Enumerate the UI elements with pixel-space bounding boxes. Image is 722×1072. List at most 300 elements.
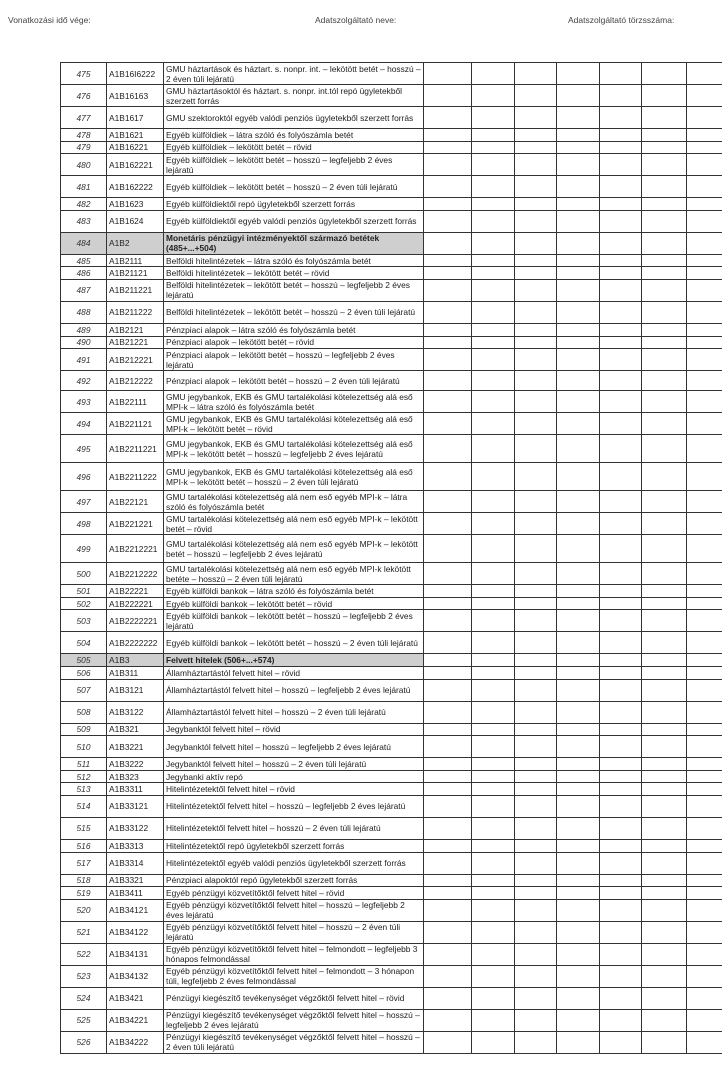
value-cell[interactable] [424,232,472,254]
value-cell[interactable] [424,817,472,839]
value-cell[interactable] [557,210,600,232]
value-cell[interactable] [600,349,642,371]
value-cell[interactable] [642,563,687,585]
value-cell[interactable] [515,654,557,667]
value-cell[interactable] [600,632,642,654]
value-cell[interactable] [600,413,642,435]
value-cell[interactable] [642,899,687,921]
value-cell[interactable] [515,817,557,839]
value-cell[interactable] [687,679,722,701]
value-cell[interactable] [515,63,557,85]
value-cell[interactable] [557,129,600,142]
value-cell[interactable] [557,783,600,796]
value-cell[interactable] [472,141,515,154]
value-cell[interactable] [472,679,515,701]
value-cell[interactable] [515,839,557,852]
value-cell[interactable] [642,107,687,129]
value-cell[interactable] [600,1009,642,1031]
value-cell[interactable] [515,85,557,107]
value-cell[interactable] [600,63,642,85]
value-cell[interactable] [557,198,600,211]
value-cell[interactable] [687,535,722,563]
value-cell[interactable] [642,463,687,491]
value-cell[interactable] [557,887,600,900]
value-cell[interactable] [515,795,557,817]
value-cell[interactable] [642,585,687,598]
value-cell[interactable] [424,632,472,654]
value-cell[interactable] [557,232,600,254]
value-cell[interactable] [515,371,557,391]
value-cell[interactable] [557,323,600,336]
value-cell[interactable] [600,279,642,301]
value-cell[interactable] [642,921,687,943]
value-cell[interactable] [687,301,722,323]
value-cell[interactable] [642,1031,687,1053]
value-cell[interactable] [557,391,600,413]
value-cell[interactable] [472,758,515,771]
value-cell[interactable] [472,85,515,107]
value-cell[interactable] [472,943,515,965]
value-cell[interactable] [642,852,687,874]
value-cell[interactable] [687,176,722,198]
value-cell[interactable] [687,435,722,463]
value-cell[interactable] [515,435,557,463]
value-cell[interactable] [515,921,557,943]
value-cell[interactable] [472,585,515,598]
value-cell[interactable] [687,129,722,142]
value-cell[interactable] [557,336,600,349]
value-cell[interactable] [600,921,642,943]
value-cell[interactable] [642,491,687,513]
value-cell[interactable] [472,899,515,921]
value-cell[interactable] [472,535,515,563]
value-cell[interactable] [687,852,722,874]
value-cell[interactable] [515,701,557,723]
value-cell[interactable] [687,795,722,817]
value-cell[interactable] [472,817,515,839]
value-cell[interactable] [515,349,557,371]
value-cell[interactable] [642,391,687,413]
value-cell[interactable] [687,817,722,839]
value-cell[interactable] [472,632,515,654]
value-cell[interactable] [515,887,557,900]
value-cell[interactable] [642,770,687,783]
value-cell[interactable] [642,254,687,267]
value-cell[interactable] [557,463,600,491]
value-cell[interactable] [642,279,687,301]
value-cell[interactable] [515,1031,557,1053]
value-cell[interactable] [600,371,642,391]
value-cell[interactable] [515,154,557,176]
value-cell[interactable] [472,323,515,336]
value-cell[interactable] [515,987,557,1009]
value-cell[interactable] [642,783,687,796]
value-cell[interactable] [600,535,642,563]
value-cell[interactable] [642,666,687,679]
value-cell[interactable] [515,336,557,349]
value-cell[interactable] [424,210,472,232]
value-cell[interactable] [642,701,687,723]
value-cell[interactable] [557,610,600,632]
value-cell[interactable] [642,435,687,463]
value-cell[interactable] [642,654,687,667]
value-cell[interactable] [557,679,600,701]
value-cell[interactable] [424,63,472,85]
value-cell[interactable] [515,254,557,267]
value-cell[interactable] [472,654,515,667]
value-cell[interactable] [472,279,515,301]
value-cell[interactable] [472,391,515,413]
value-cell[interactable] [642,129,687,142]
value-cell[interactable] [600,783,642,796]
value-cell[interactable] [472,107,515,129]
value-cell[interactable] [424,129,472,142]
value-cell[interactable] [424,85,472,107]
value-cell[interactable] [424,610,472,632]
value-cell[interactable] [557,176,600,198]
value-cell[interactable] [424,1009,472,1031]
value-cell[interactable] [687,198,722,211]
value-cell[interactable] [642,176,687,198]
value-cell[interactable] [472,349,515,371]
value-cell[interactable] [557,585,600,598]
value-cell[interactable] [472,513,515,535]
value-cell[interactable] [557,795,600,817]
value-cell[interactable] [424,107,472,129]
value-cell[interactable] [557,921,600,943]
value-cell[interactable] [472,723,515,736]
value-cell[interactable] [687,943,722,965]
value-cell[interactable] [557,965,600,987]
value-cell[interactable] [600,210,642,232]
value-cell[interactable] [557,839,600,852]
value-cell[interactable] [557,943,600,965]
value-cell[interactable] [424,770,472,783]
value-cell[interactable] [642,210,687,232]
value-cell[interactable] [687,839,722,852]
value-cell[interactable] [642,413,687,435]
value-cell[interactable] [424,1031,472,1053]
value-cell[interactable] [472,435,515,463]
value-cell[interactable] [557,371,600,391]
value-cell[interactable] [515,463,557,491]
value-cell[interactable] [600,154,642,176]
value-cell[interactable] [424,654,472,667]
value-cell[interactable] [600,817,642,839]
value-cell[interactable] [642,513,687,535]
value-cell[interactable] [687,723,722,736]
value-cell[interactable] [687,597,722,610]
value-cell[interactable] [687,349,722,371]
value-cell[interactable] [687,391,722,413]
value-cell[interactable] [557,654,600,667]
value-cell[interactable] [600,795,642,817]
value-cell[interactable] [515,513,557,535]
value-cell[interactable] [472,254,515,267]
value-cell[interactable] [472,987,515,1009]
value-cell[interactable] [600,758,642,771]
value-cell[interactable] [642,141,687,154]
value-cell[interactable] [424,736,472,758]
value-cell[interactable] [642,723,687,736]
value-cell[interactable] [687,141,722,154]
value-cell[interactable] [557,987,600,1009]
value-cell[interactable] [642,323,687,336]
value-cell[interactable] [515,279,557,301]
value-cell[interactable] [472,887,515,900]
value-cell[interactable] [515,563,557,585]
value-cell[interactable] [687,965,722,987]
value-cell[interactable] [687,701,722,723]
value-cell[interactable] [515,301,557,323]
value-cell[interactable] [557,349,600,371]
value-cell[interactable] [642,795,687,817]
value-cell[interactable] [515,232,557,254]
value-cell[interactable] [557,632,600,654]
value-cell[interactable] [424,323,472,336]
value-cell[interactable] [515,491,557,513]
value-cell[interactable] [472,921,515,943]
value-cell[interactable] [600,563,642,585]
value-cell[interactable] [687,1031,722,1053]
value-cell[interactable] [424,795,472,817]
value-cell[interactable] [557,535,600,563]
value-cell[interactable] [642,874,687,887]
value-cell[interactable] [687,210,722,232]
value-cell[interactable] [557,435,600,463]
value-cell[interactable] [424,301,472,323]
value-cell[interactable] [557,899,600,921]
value-cell[interactable] [687,921,722,943]
value-cell[interactable] [515,1009,557,1031]
value-cell[interactable] [600,610,642,632]
value-cell[interactable] [687,63,722,85]
value-cell[interactable] [424,198,472,211]
value-cell[interactable] [600,463,642,491]
value-cell[interactable] [642,887,687,900]
value-cell[interactable] [472,839,515,852]
value-cell[interactable] [600,107,642,129]
value-cell[interactable] [687,770,722,783]
value-cell[interactable] [424,254,472,267]
value-cell[interactable] [472,965,515,987]
value-cell[interactable] [472,210,515,232]
value-cell[interactable] [472,371,515,391]
value-cell[interactable] [600,736,642,758]
value-cell[interactable] [515,758,557,771]
value-cell[interactable] [515,413,557,435]
value-cell[interactable] [600,323,642,336]
value-cell[interactable] [600,141,642,154]
value-cell[interactable] [424,701,472,723]
value-cell[interactable] [424,176,472,198]
value-cell[interactable] [472,1009,515,1031]
value-cell[interactable] [472,795,515,817]
value-cell[interactable] [557,85,600,107]
value-cell[interactable] [515,129,557,142]
value-cell[interactable] [687,610,722,632]
value-cell[interactable] [515,679,557,701]
value-cell[interactable] [424,965,472,987]
value-cell[interactable] [424,563,472,585]
value-cell[interactable] [642,679,687,701]
value-cell[interactable] [600,679,642,701]
value-cell[interactable] [600,874,642,887]
value-cell[interactable] [687,783,722,796]
value-cell[interactable] [687,654,722,667]
value-cell[interactable] [424,874,472,887]
value-cell[interactable] [515,323,557,336]
value-cell[interactable] [515,943,557,965]
value-cell[interactable] [557,817,600,839]
value-cell[interactable] [424,666,472,679]
value-cell[interactable] [687,107,722,129]
value-cell[interactable] [600,943,642,965]
value-cell[interactable] [600,232,642,254]
value-cell[interactable] [424,597,472,610]
value-cell[interactable] [600,723,642,736]
value-cell[interactable] [600,198,642,211]
value-cell[interactable] [424,463,472,491]
value-cell[interactable] [472,874,515,887]
value-cell[interactable] [424,723,472,736]
value-cell[interactable] [557,852,600,874]
value-cell[interactable] [642,758,687,771]
value-cell[interactable] [472,129,515,142]
value-cell[interactable] [557,736,600,758]
value-cell[interactable] [642,817,687,839]
value-cell[interactable] [687,632,722,654]
value-cell[interactable] [687,987,722,1009]
value-cell[interactable] [600,654,642,667]
value-cell[interactable] [600,176,642,198]
value-cell[interactable] [600,770,642,783]
value-cell[interactable] [642,597,687,610]
value-cell[interactable] [642,154,687,176]
value-cell[interactable] [557,491,600,513]
value-cell[interactable] [515,391,557,413]
value-cell[interactable] [472,336,515,349]
value-cell[interactable] [600,666,642,679]
value-cell[interactable] [642,736,687,758]
value-cell[interactable] [424,267,472,280]
value-cell[interactable] [472,198,515,211]
value-cell[interactable] [600,899,642,921]
value-cell[interactable] [642,987,687,1009]
value-cell[interactable] [424,336,472,349]
value-cell[interactable] [687,887,722,900]
value-cell[interactable] [515,770,557,783]
value-cell[interactable] [687,336,722,349]
value-cell[interactable] [557,1009,600,1031]
value-cell[interactable] [557,107,600,129]
value-cell[interactable] [687,85,722,107]
value-cell[interactable] [600,435,642,463]
value-cell[interactable] [642,301,687,323]
value-cell[interactable] [557,701,600,723]
value-cell[interactable] [472,267,515,280]
value-cell[interactable] [424,899,472,921]
value-cell[interactable] [557,63,600,85]
value-cell[interactable] [515,141,557,154]
value-cell[interactable] [687,874,722,887]
value-cell[interactable] [472,232,515,254]
value-cell[interactable] [687,666,722,679]
value-cell[interactable] [557,723,600,736]
value-cell[interactable] [642,943,687,965]
value-cell[interactable] [642,349,687,371]
value-cell[interactable] [687,491,722,513]
value-cell[interactable] [472,563,515,585]
value-cell[interactable] [472,597,515,610]
value-cell[interactable] [642,632,687,654]
value-cell[interactable] [557,154,600,176]
value-cell[interactable] [600,701,642,723]
value-cell[interactable] [424,513,472,535]
value-cell[interactable] [557,279,600,301]
value-cell[interactable] [600,987,642,1009]
value-cell[interactable] [472,736,515,758]
value-cell[interactable] [424,413,472,435]
value-cell[interactable] [472,491,515,513]
value-cell[interactable] [472,1031,515,1053]
value-cell[interactable] [424,279,472,301]
value-cell[interactable] [472,852,515,874]
value-cell[interactable] [687,413,722,435]
value-cell[interactable] [515,632,557,654]
value-cell[interactable] [515,899,557,921]
value-cell[interactable] [472,701,515,723]
value-cell[interactable] [515,176,557,198]
value-cell[interactable] [515,198,557,211]
value-cell[interactable] [472,770,515,783]
value-cell[interactable] [515,267,557,280]
value-cell[interactable] [557,563,600,585]
value-cell[interactable] [424,435,472,463]
value-cell[interactable] [687,899,722,921]
value-cell[interactable] [642,610,687,632]
value-cell[interactable] [515,736,557,758]
value-cell[interactable] [557,597,600,610]
value-cell[interactable] [642,839,687,852]
value-cell[interactable] [557,758,600,771]
value-cell[interactable] [557,770,600,783]
value-cell[interactable] [472,413,515,435]
value-cell[interactable] [472,783,515,796]
value-cell[interactable] [687,1009,722,1031]
value-cell[interactable] [424,535,472,563]
value-cell[interactable] [424,852,472,874]
value-cell[interactable] [600,887,642,900]
value-cell[interactable] [424,758,472,771]
value-cell[interactable] [424,141,472,154]
value-cell[interactable] [687,323,722,336]
value-cell[interactable] [424,349,472,371]
value-cell[interactable] [472,176,515,198]
value-cell[interactable] [687,563,722,585]
value-cell[interactable] [600,85,642,107]
value-cell[interactable] [424,371,472,391]
value-cell[interactable] [687,232,722,254]
value-cell[interactable] [600,585,642,598]
value-cell[interactable] [424,943,472,965]
value-cell[interactable] [424,783,472,796]
value-cell[interactable] [600,597,642,610]
value-cell[interactable] [424,679,472,701]
value-cell[interactable] [424,887,472,900]
value-cell[interactable] [600,267,642,280]
value-cell[interactable] [424,491,472,513]
